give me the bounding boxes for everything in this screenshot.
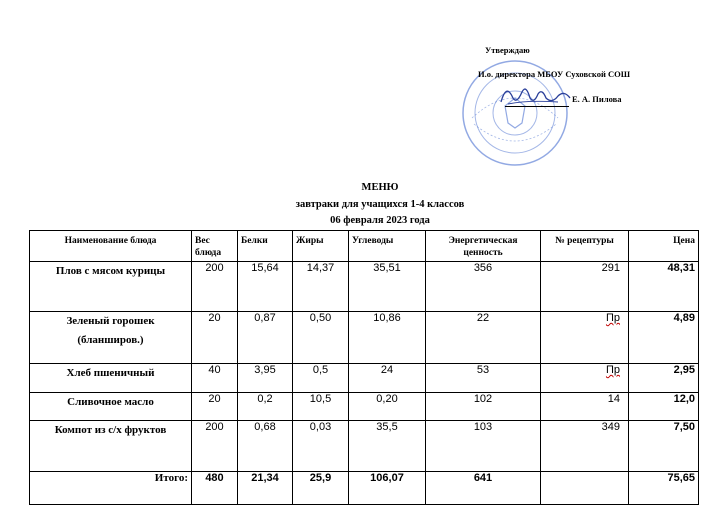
dish-weight: 20 xyxy=(192,312,238,364)
menu-date: 06 февраля 2023 года xyxy=(330,215,430,226)
dish-recipe: 14 xyxy=(541,393,629,421)
header-protein: Белки xyxy=(238,231,293,262)
menu-subtitle: завтраки для учащихся 1-4 классов xyxy=(295,199,465,210)
dish-carbs: 24 xyxy=(349,364,426,393)
total-weight: 480 xyxy=(192,472,238,505)
total-protein: 21,34 xyxy=(238,472,293,505)
dish-protein: 0,87 xyxy=(238,312,293,364)
table-row xyxy=(30,364,699,393)
dish-name: Хлеб пшеничный xyxy=(30,364,192,393)
dish-fat: 0,5 xyxy=(293,364,349,393)
dish-fat: 0,03 xyxy=(293,421,349,472)
dish-recipe xyxy=(541,312,629,364)
dish-weight: 200 xyxy=(192,421,238,472)
header-weight: Вес блюда xyxy=(192,231,238,262)
dish-energy: 22 xyxy=(426,312,541,364)
dish-energy: 53 xyxy=(426,364,541,393)
table-row xyxy=(30,262,699,312)
dish-fat: 10,5 xyxy=(293,393,349,421)
recipe-code: Пр xyxy=(605,364,620,376)
menu-table xyxy=(29,230,699,505)
table-header-row xyxy=(30,231,699,262)
dish-carbs: 10,86 xyxy=(349,312,426,364)
signature-line xyxy=(505,106,569,107)
header-carbs: Углеводы xyxy=(349,231,426,262)
header-recipe: № рецептуры xyxy=(541,231,629,262)
total-energy: 641 xyxy=(426,472,541,505)
approval-position-text: И.о. директора МБОУ Суховской СОШ xyxy=(478,69,631,79)
total-carbs: 106,07 xyxy=(349,472,426,505)
dish-recipe xyxy=(541,364,629,393)
approval-approve-text: Утверждаю xyxy=(485,45,530,55)
dish-carbs: 35,51 xyxy=(349,262,426,312)
dish-weight: 40 xyxy=(192,364,238,393)
dish-recipe: 349 xyxy=(541,421,629,472)
dish-recipe: 291 xyxy=(541,262,629,312)
dish-protein: 15,64 xyxy=(238,262,293,312)
dish-price: 4,89 xyxy=(629,312,699,364)
header-price: Цена xyxy=(629,231,699,262)
table-row xyxy=(30,393,699,421)
dish-name: Плов с мясом курицы xyxy=(30,262,192,312)
dish-price: 48,31 xyxy=(629,262,699,312)
dish-weight: 200 xyxy=(192,262,238,312)
table-row xyxy=(30,312,699,364)
header-energy: Энергетическая ценность xyxy=(426,231,541,262)
recipe-code: Пр xyxy=(605,312,620,324)
dish-name: Компот из с/х фруктов xyxy=(30,421,192,472)
menu-title: МЕНЮ xyxy=(361,182,399,193)
header-name: Наименование блюда xyxy=(30,231,192,262)
dish-price: 2,95 xyxy=(629,364,699,393)
total-price: 75,65 xyxy=(629,472,699,505)
total-fat: 25,9 xyxy=(293,472,349,505)
dish-protein: 0,68 xyxy=(238,421,293,472)
dish-carbs: 0,20 xyxy=(349,393,426,421)
dish-fat: 0,50 xyxy=(293,312,349,364)
total-label: Итого: xyxy=(30,472,192,505)
dish-price: 7,50 xyxy=(629,421,699,472)
dish-carbs: 35,5 xyxy=(349,421,426,472)
approval-signer-name: Е. А. Пилова xyxy=(572,94,622,104)
total-recipe xyxy=(541,472,629,505)
dish-energy: 102 xyxy=(426,393,541,421)
dish-protein: 3,95 xyxy=(238,364,293,393)
dish-energy: 356 xyxy=(426,262,541,312)
total-row xyxy=(30,472,699,505)
dish-name: Зеленый горошек (бланширов.) xyxy=(30,312,192,364)
dish-price: 12,0 xyxy=(629,393,699,421)
dish-protein: 0,2 xyxy=(238,393,293,421)
dish-name: Сливочное масло xyxy=(30,393,192,421)
dish-fat: 14,37 xyxy=(293,262,349,312)
approval-block xyxy=(0,0,708,180)
dish-weight: 20 xyxy=(192,393,238,421)
header-fat: Жиры xyxy=(293,231,349,262)
table-row xyxy=(30,421,699,472)
dish-energy: 103 xyxy=(426,421,541,472)
